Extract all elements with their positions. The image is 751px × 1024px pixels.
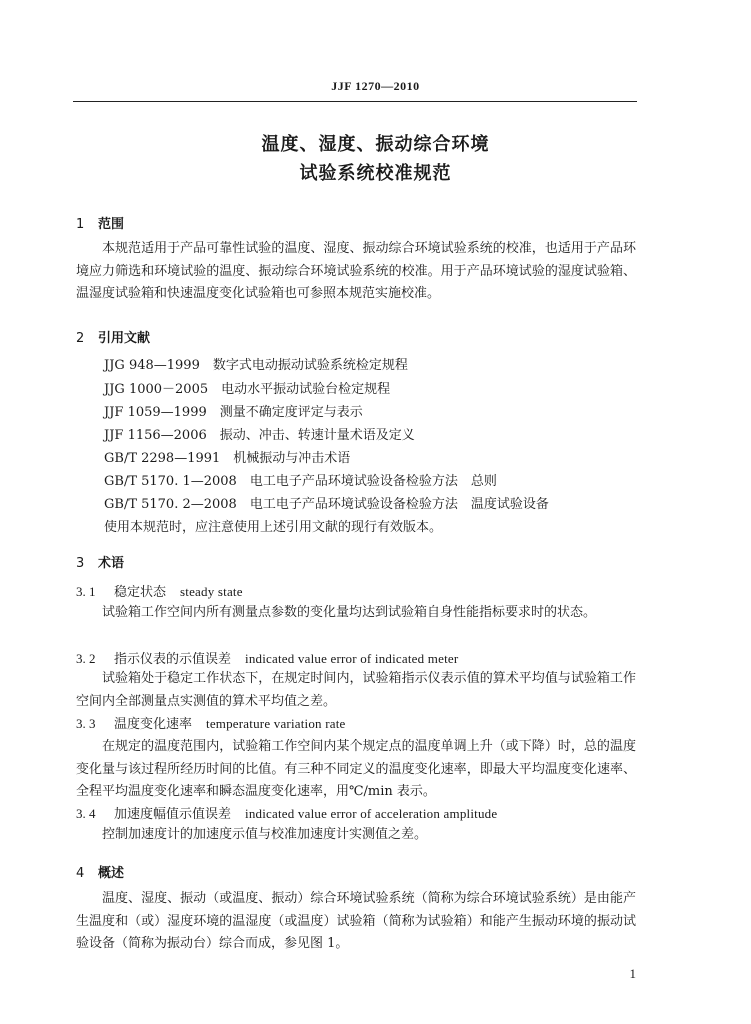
section-title: 范围 xyxy=(98,217,125,232)
term-number: 3. 4 xyxy=(76,806,96,821)
term-definition: 试验箱工作空间内所有测量点参数的变化量均达到试验箱自身性能指标要求时的状态。 xyxy=(102,605,597,620)
term-en: indicated value error of acceleration amplitude xyxy=(245,806,498,821)
reference-item: GB/T 2298—1991 机械振动与冲击术语 xyxy=(104,451,351,466)
overview-paragraph: 温度、湿度、振动（或温度、振动）综合环境试验系统（简称为综合环境试验系统）是由能产生温度和（或）湿度环境的温湿度（或温度）试验箱（简称为试验箱）和能产生振动环境的振动试验设备（简称为振动台）综合而成，参见图 1。 xyxy=(76,891,636,951)
header-rule xyxy=(73,101,637,102)
scope-paragraph: 本规范适用于产品可靠性试验的温度、湿度、振动综合环境试验系统的校准，也适用于产品环境应力筛选和环境试验的温度、振动综合环境试验系统的校准。用于产品环境试验的湿度试验箱、温湿度试验箱和快速温度变化试验箱也可参照本规范实施校准。 xyxy=(76,241,636,301)
term-number: 3. 1 xyxy=(76,584,96,599)
reference-item: JJF 1156—2006 振动、冲击、转速计量术语及定义 xyxy=(104,428,415,443)
term-en: temperature variation rate xyxy=(206,716,346,731)
term-zh: 指示仪表的示值误差 xyxy=(114,652,232,667)
term-definition: 在规定的温度范围内，试验箱工作空间内某个规定点的温度单调上升（或下降）时，总的温度变化量与该过程所经历时间的比值。有三种不同定义的温度变化速率，即最大平均温度变化速率、全程平均温度变化速率和瞬态温度变化速率，用℃/min 表示。 xyxy=(76,739,636,799)
section-title: 概述 xyxy=(98,866,125,881)
section-title: 术语 xyxy=(98,556,125,571)
section-heading-references xyxy=(76,327,150,346)
standard-code-header: JJF 1270—2010 xyxy=(331,79,420,93)
section-heading-terms xyxy=(76,552,124,571)
reference-item: GB/T 5170. 2—2008 电工电子产品环境试验设备检验方法 温度试验设备 xyxy=(104,497,549,512)
reference-item: JJG 1000－2005 电动水平振动试验台检定规程 xyxy=(104,382,391,397)
term-number: 3. 2 xyxy=(76,651,96,666)
page-number: 1 xyxy=(629,966,636,981)
term-en: steady state xyxy=(180,584,243,599)
section-title: 引用文献 xyxy=(98,331,151,346)
term-definition: 试验箱处于稳定工作状态下，在规定时间内，试验箱指示仪表示值的算术平均值与试验箱工作空间内全部测量点实测值的算术平均值之差。 xyxy=(76,671,636,709)
term-zh: 加速度幅值示值误差 xyxy=(114,807,232,822)
term-heading xyxy=(76,805,497,824)
reference-item: GB/T 5170. 1—2008 电工电子产品环境试验设备检验方法 总则 xyxy=(104,474,497,489)
term-heading xyxy=(76,650,458,669)
section-heading-scope xyxy=(76,213,124,232)
document-title-line1: 温度、湿度、振动综合环境 xyxy=(261,134,490,155)
section-number: 1 xyxy=(76,217,85,232)
reference-item: JJG 948—1999 数字式电动振动试验系统检定规程 xyxy=(104,358,408,373)
section-number: 4 xyxy=(76,866,85,881)
term-definition: 控制加速度计的加速度示值与校准加速度计实测值之差。 xyxy=(102,827,428,842)
term-heading xyxy=(76,583,243,602)
reference-item: JJF 1059—1999 测量不确定度评定与表示 xyxy=(104,405,363,420)
term-zh: 温度变化速率 xyxy=(114,717,193,732)
document-title-line2: 试验系统校准规范 xyxy=(299,163,452,184)
reference-note: 使用本规范时，应注意使用上述引用文献的现行有效版本。 xyxy=(104,520,443,535)
term-en: indicated value error of indicated meter xyxy=(245,651,459,666)
section-heading-overview xyxy=(76,862,124,881)
term-heading xyxy=(76,715,345,734)
term-number: 3. 3 xyxy=(76,716,96,731)
section-number: 2 xyxy=(76,331,85,346)
section-number: 3 xyxy=(76,556,85,571)
term-zh: 稳定状态 xyxy=(114,585,167,600)
